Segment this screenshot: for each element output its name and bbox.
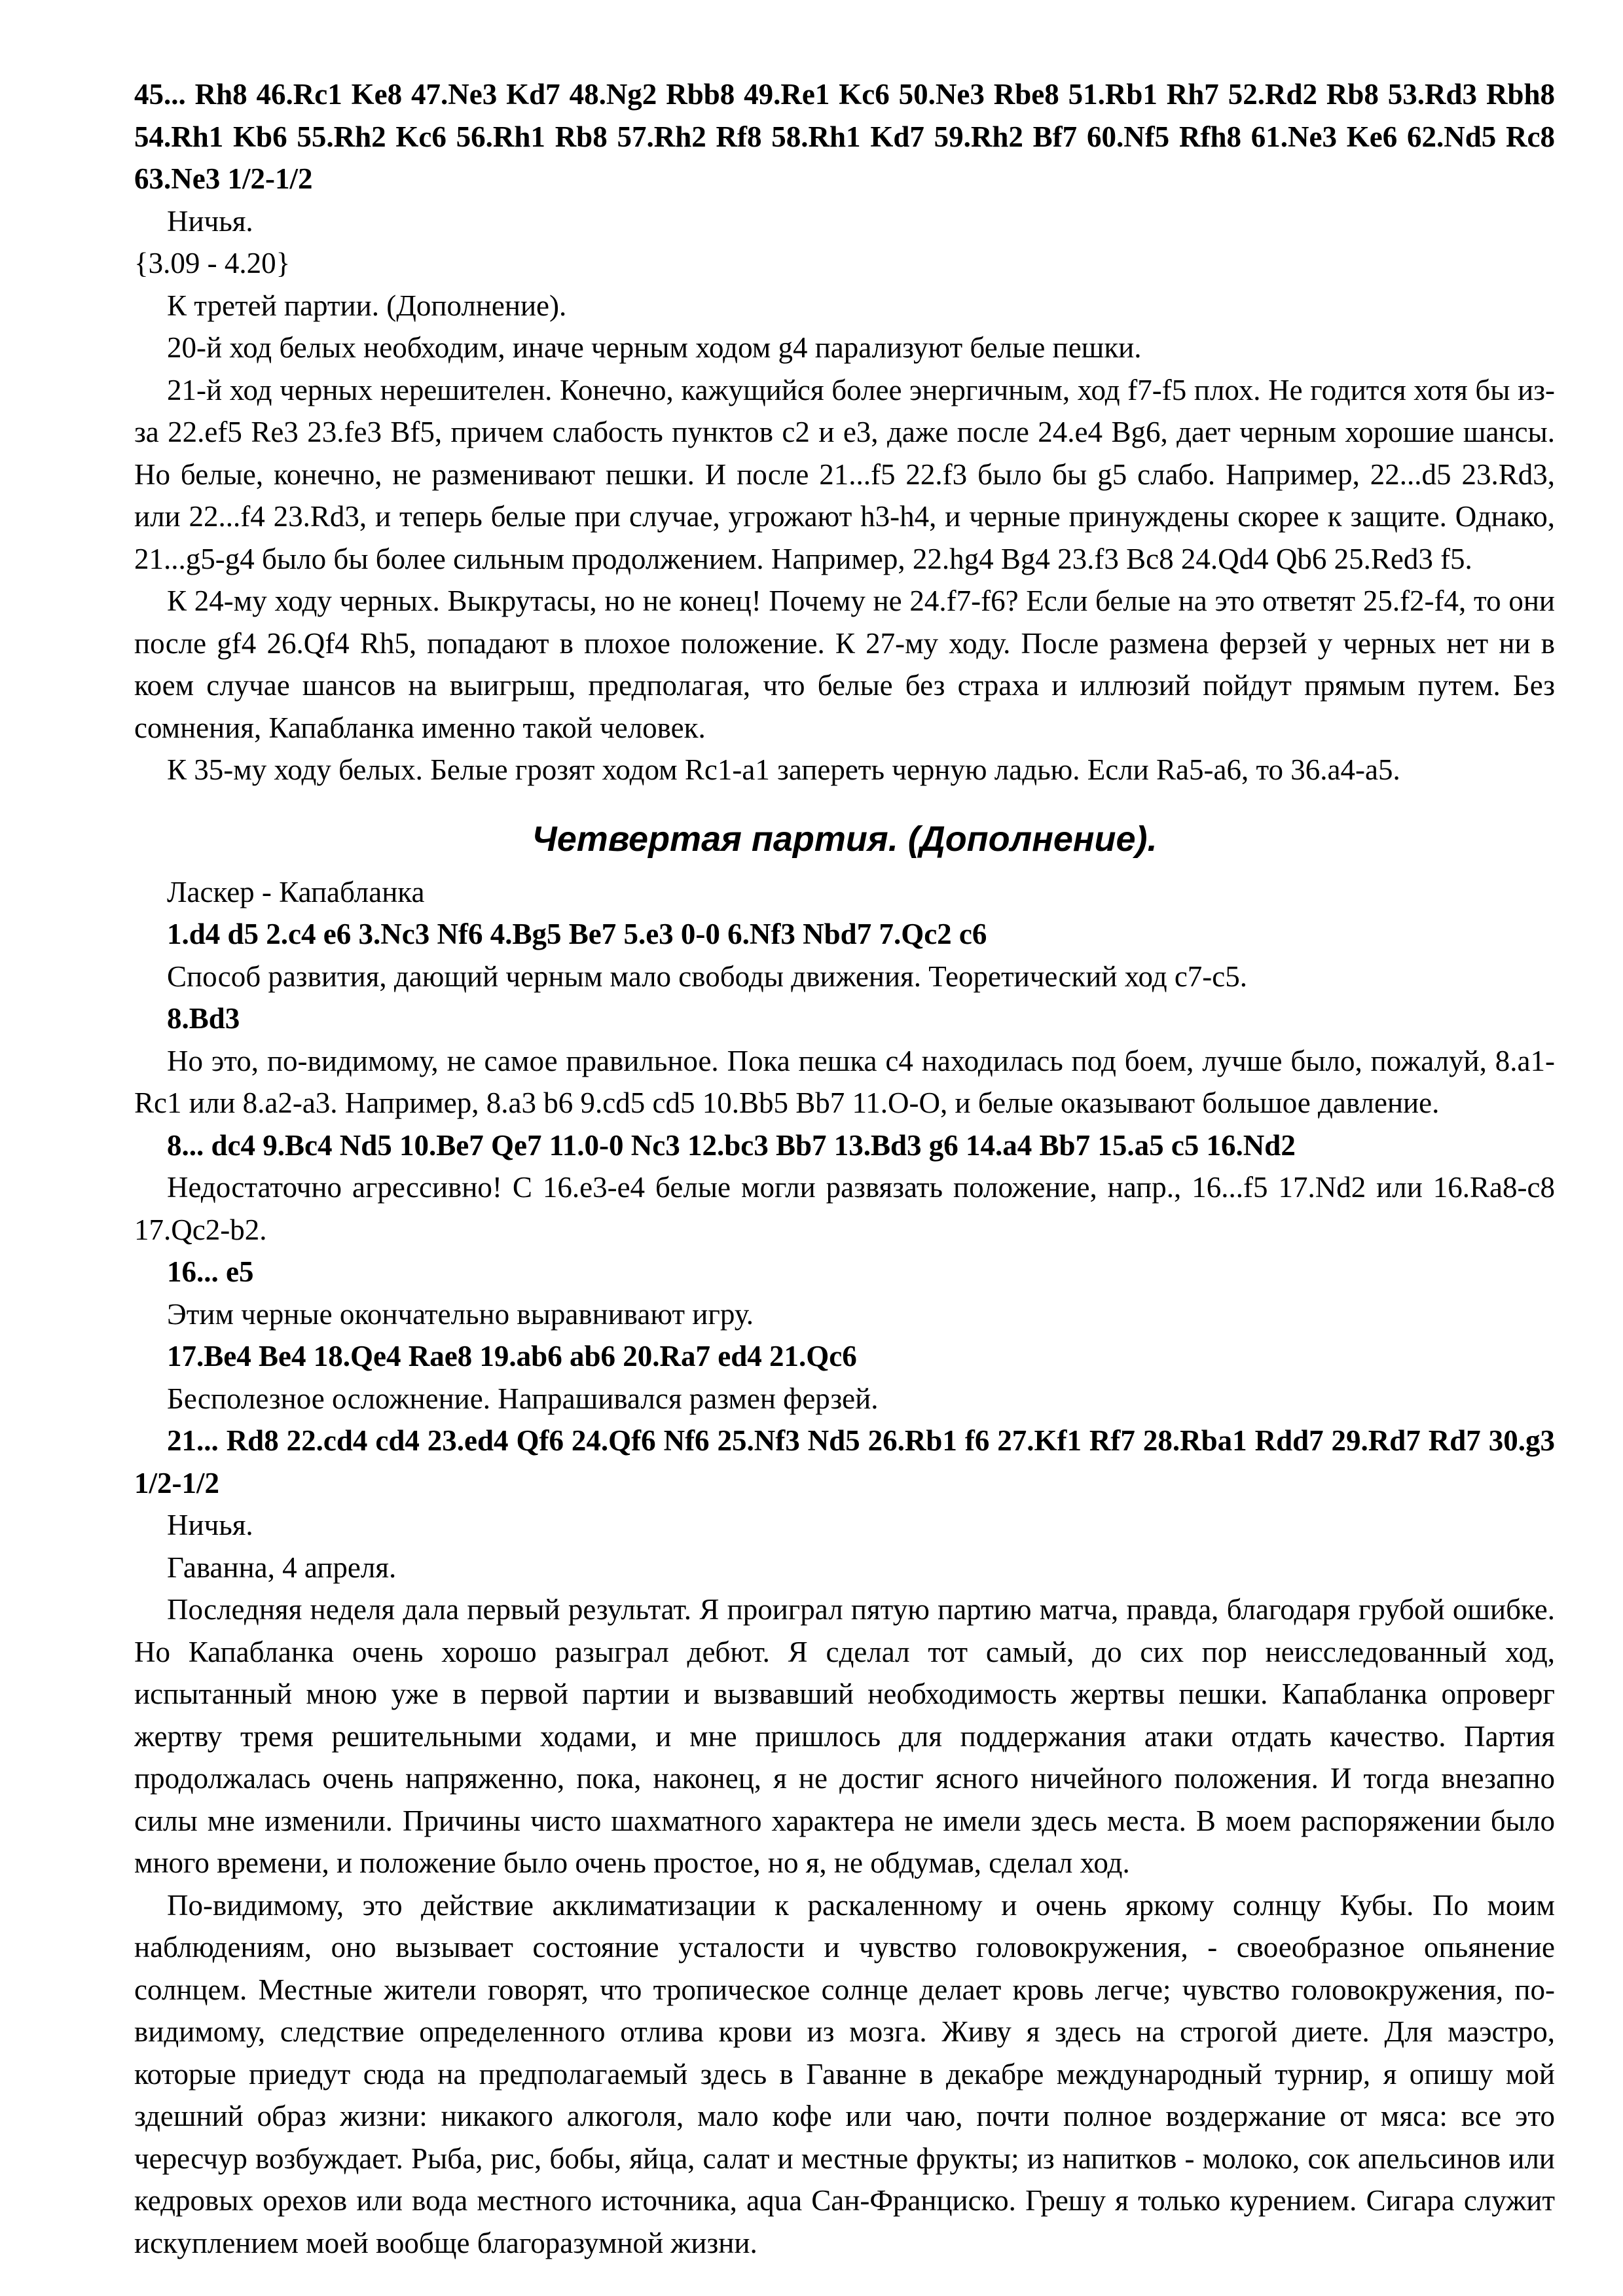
section-heading: Четвертая партия. (Дополнение).: [532, 819, 1158, 859]
paragraph: 21-й ход черных нерешителен. Конечно, кажущийся более энергичным, ход f7-f5 плох. Не годится хотя бы из-за 22.ef5 Re3 23.fe3 Bf5, причем слабость пунктов c2 и e3, даже после 24.e4 Bg6, дает черным хорошие шансы. Но белые, конечно, не разменивают пешки. И после 21...f5 22.f3 было бы g5 слабо. Например, 22...d5 23.Rd3, или 22...f4 23.Rd3, и теперь белые при случае, угрожают h3-h4, и черные принуждены скорее к защите. Однако, 21...g5-g4 было бы более сильным продолжением. Например, 22.hg4 Bg4 23.f3 Bc8 24.Qd4 Qb6 25.Red3 f5.: [134, 373, 1555, 575]
paragraph: Недостаточно агрессивно! С 16.e3-e4 белые могли развязать положение, напр., 16...f5 17.Nd2 или 16.Ra8-c8 17.Qc2-b2.: [134, 1171, 1555, 1246]
moves-line: 8... dc4 9.Bc4 Nd5 10.Be7 Qe7 11.0-0 Nc3 12.bc3 Bb7 13.Bd3 g6 14.a4 Bb7 15.a5 c5 16.Nd2: [167, 1128, 1296, 1162]
paragraph: Но это, по-видимому, не самое правильное. Пока пешка c4 находилась под боем, лучше было, пожалуй, 8.a1-Rc1 или 8.a2-a3. Например, 8.a3 b6 9.cd5 cd5 10.Bb5 Bb7 11.O-O, и белые оказывают большое давление.: [134, 1044, 1555, 1119]
paragraph: Ничья.: [167, 204, 253, 238]
paragraph: Гаванна, 4 апреля.: [167, 1551, 397, 1584]
paragraph: 20-й ход белых необходим, иначе черным ходом g4 парализуют белые пешки.: [167, 331, 1142, 364]
moves-line: 21... Rd8 22.cd4 cd4 23.ed4 Qf6 24.Qf6 Nf6 25.Nf3 Nd5 26.Rb1 f6 27.Kf1 Rf7 28.Rba1 Rdd7 29.Rd7 Rd7 30.g3 1/2-1/2: [134, 1424, 1555, 1499]
paragraph: Способ развития, дающий черным мало свободы движения. Теоретический ход c7-c5.: [167, 960, 1248, 993]
paragraph: По-видимому, это действие акклиматизации к раскаленному и очень яркому солнцу Кубы. По моим наблюдениям, оно вызывает состояние усталости и чувство головокружения, - своеобразное опьянение солнцем. Местные жители говорят, что тропическое солнце делает кровь легче; чувство головокружения, по-видимому, следствие определенного отлива крови из мозга. Живу я здесь на строгой диете. Для маэстро, которые приедут сюда на предполагаемый здесь в Гаванне в декабре международный турнир, я опишу мой здешний образ жизни: никакого алкоголя, мало кофе или чаю, почти полное воздержание от мяса: все это чересчур возбуждает. Рыба, рис, бобы, яйца, салат и местные фрукты; из напитков - молоко, сок апельсинов или кедровых орехов или вода местного источника, aqua Сан-Франциско. Грешу я только курением. Сигара служит искуплением моей вообще благоразумной жизни.: [134, 1888, 1555, 2259]
paragraph: {3.09 - 4.20}: [134, 247, 291, 279]
moves-line: 1.d4 d5 2.c4 e6 3.Nc3 Nf6 4.Bg5 Be7 5.e3 0-0 6.Nf3 Nbd7 7.Qc2 c6: [167, 918, 987, 950]
paragraph: Ласкер - Капабланка: [167, 875, 425, 908]
moves-line: 17.Be4 Be4 18.Qe4 Rae8 19.ab6 ab6 20.Ra7 ed4 21.Qc6: [167, 1340, 857, 1372]
document-page: [134, 73, 1555, 2264]
paragraph: Ничья.: [167, 1509, 253, 1541]
paragraph: К третей партии. (Дополнение).: [167, 289, 567, 322]
moves-line: 45... Rh8 46.Rc1 Ke8 47.Ne3 Kd7 48.Ng2 Rbb8 49.Re1 Kc6 50.Ne3 Rbe8 51.Rb1 Rh7 52.Rd2 Rb8 53.Rd3 Rbh8 54.Rh1 Kb6 55.Rh2 Kc6 56.Rh1 Rb8 57.Rh2 Rf8 58.Rh1 Kd7 59.Rh2 Bf7 60.Nf5 Rfh8 61.Ne3 Ke6 62.Nd5 Rc8 63.Ne3 1/2-1/2: [134, 78, 1555, 195]
moves-line: 8.Bd3: [167, 1002, 240, 1035]
paragraph: К 35-му ходу белых. Белые грозят ходом Rc1-a1 запереть черную ладью. Если Ra5-a6, то 36.a4-a5.: [167, 753, 1400, 786]
paragraph: Этим черные окончательно выравнивают игру.: [167, 1297, 754, 1331]
moves-line: 16... e5: [167, 1255, 254, 1288]
paragraph: К 24-му ходу черных. Выкрутасы, но не конец! Почему не 24.f7-f6? Если белые на это ответят 25.f2-f4, то они после gf4 26.Qf4 Rh5, попадают в плохое положение. К 27-му ходу. После размена ферзей у черных нет ни в коем случае шансов на выигрыш, предполагая, что белые без страха и иллюзий пойдут прямым путем. Без сомнения, Капабланка именно такой человек.: [134, 584, 1555, 744]
paragraph: Последняя неделя дала первый результат. Я проиграл пятую партию матча, правда, благодаря грубой ошибке. Но Капабланка очень хорошо разыграл дебют. Я сделал тот самый, до сих пор неисследованный ход, испытанный мною уже в первой партии и вызвавший необходимость жертвы пешки. Капабланка опроверг жертву тремя решительными ходами, и мне пришлось для поддержания атаки отдать качество. Партия продолжалась очень напряженно, пока, наконец, я не достиг ясного ничейного положения. И тогда внезапно силы мне изменили. Причины чисто шахматного характера не имели здесь места. В моем распоряжении было много времени, и положение было очень простое, но я, не обдумав, сделал ход.: [134, 1593, 1555, 1879]
paragraph: Бесполезное осложнение. Напрашивался размен ферзей.: [167, 1382, 879, 1415]
